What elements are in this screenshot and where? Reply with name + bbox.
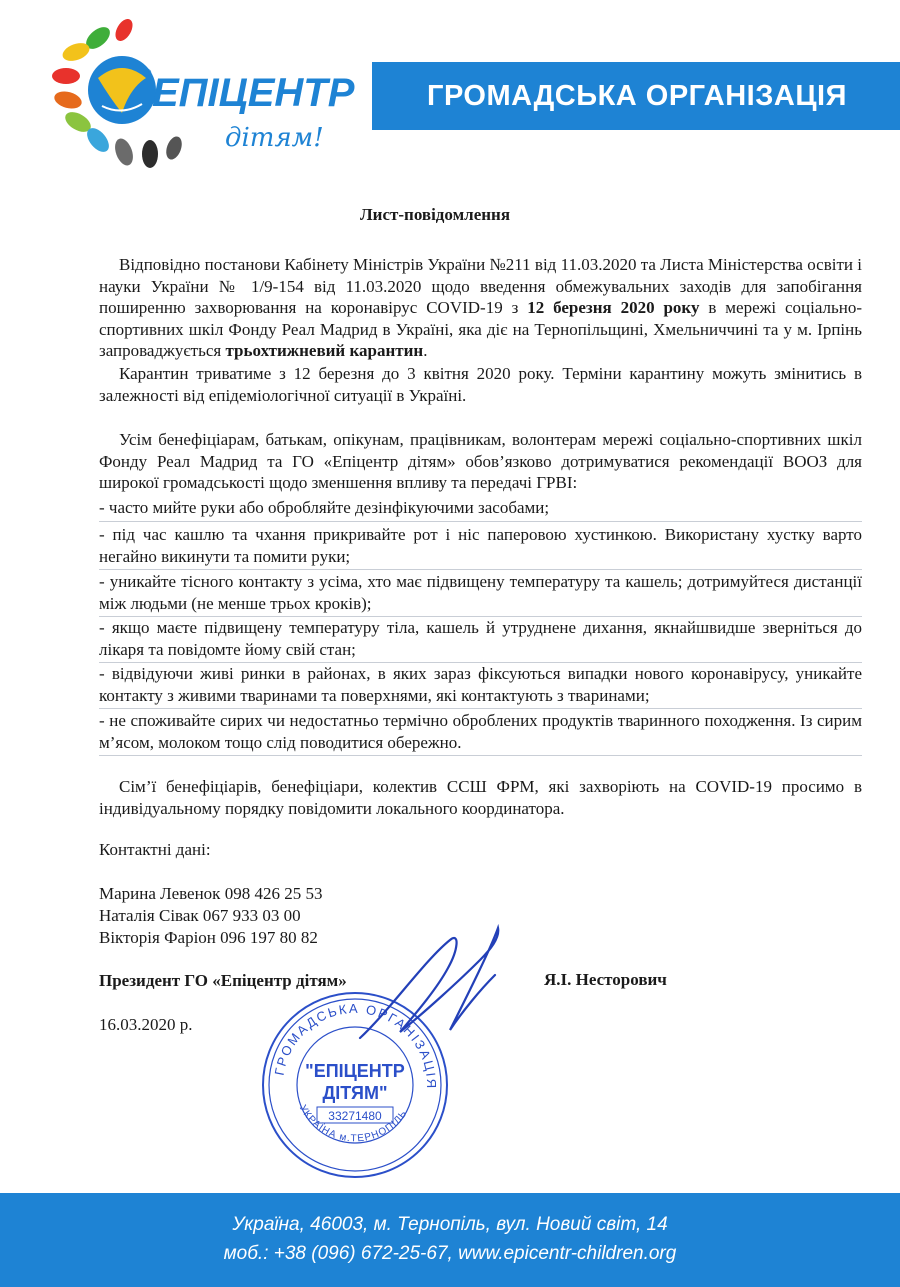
letter-date: 16.03.2020 р. <box>99 1015 193 1034</box>
contact-entry: Вікторія Фаріон 096 197 80 82 <box>99 928 318 947</box>
logo-sub-text: дітям! <box>225 123 324 153</box>
contact-entry: Наталія Сівак 067 933 03 00 <box>99 906 301 925</box>
contacts-label: Контактні дані: <box>99 840 211 859</box>
paragraph-report-illness: Сім’ї бенефіціарів, бенефіціари, колектив ССШ ФРМ, які захворіють на COVID-19 просимо в індивідуальному порядку повідомити локального координатора. <box>99 777 862 818</box>
stamp-line-2: ДІТЯМ" <box>322 1083 388 1103</box>
contact-entry: Марина Левенок 098 426 25 53 <box>99 884 323 903</box>
p1-text-c: в мережі соціально-спортивних шкіл Фонду Реал Мадрид в Україні, яка діє на Тернопільщині, Хмельниччині та у м. Ірпінь запроваджується <box>99 298 863 360</box>
organization-logo <box>40 18 380 178</box>
list-item: - під час кашлю та чхання прикривайте рот і ніс паперовою хустинкою. Використану хустку варто негайно викинути та помити руки; <box>99 524 862 570</box>
org-title: ГРОМАДСЬКА ОРГАНІЗАЦІЯ <box>427 80 847 112</box>
paragraph-recommendations: Усім бенефіціарам, батькам, опікунам, працівникам, волонтерам мережі соціально-спортивних шкіл Фонду Реал Мадрид та ГО «Епіцентр дітям» обов’язково дотримуватися рекомендації ВООЗ для широкої громадськості щодо зменшення впливу та передачі ГРВІ: <box>99 430 862 492</box>
signer-title: Президент ГО «Епіцентр дітям» <box>99 971 347 990</box>
p1-start-date: 12 березня 2020 року <box>527 298 700 317</box>
paragraph-quarantine-intro <box>99 254 862 362</box>
footer-contact: моб.: +38 (096) 672-25-67, www.epicentr-children.org <box>223 1243 677 1264</box>
list-item: - уникайте тісного контакту з усіма, хто має підвищену температуру та кашель; дотримуйтеся дистанції між людьми (не менше трьох кроків); <box>99 571 862 617</box>
stamp-bottom-text: УКРАЇНА м.ТЕРНОПІЛЬ <box>296 1103 410 1145</box>
globe-icon <box>88 56 156 124</box>
list-item: - не споживайте сирих чи недостатньо термічно оброблених продуктів тваринного походження. Із сирим м’ясом, молоком тощо слід поводитися обережно. <box>99 710 862 756</box>
stamp-line-1: "ЕПІЦЕНТР <box>305 1061 405 1081</box>
letter-title: Лист-повідомлення <box>360 205 511 224</box>
footer-address: Україна, 46003, м. Тернопіль, вул. Новий світ, 14 <box>232 1214 668 1235</box>
list-item: - часто мийте руки або обробляйте дезінфікуючими засобами; <box>99 497 862 522</box>
stamp-code: 33271480 <box>328 1109 382 1123</box>
p1-text-a: Відповідно постанови Кабінету Міністрів України №211 від 11.03.2020 та Листа Міністерства освіти і науки України № 1/9-154 від 11.03.2020 щодо введення обмежувальних заходів для запобігання поширенню захворювання на коронавірус COVID-19 з <box>99 255 862 317</box>
registered-mark: ® <box>144 68 152 79</box>
handwritten-signature <box>330 920 530 1050</box>
list-item: - якщо маєте підвищену температуру тіла, кашель й утруднене дихання, якнайшвидше зверніться до лікаря та повідомте йому свій стан; <box>99 617 862 663</box>
list-item: - відвідуючи живі ринки в районах, в яких зараз фіксуються випадки нового коронавірусу, уникайте контакту з живими тваринами та поверхнями, які контактують з тваринами; <box>99 663 862 709</box>
logo-main-text: ЕПІЦЕНТР <box>152 71 355 115</box>
p1-text-e: . <box>423 341 428 360</box>
paragraph-quarantine-duration: Карантин триватиме з 12 березня до 3 квітня 2020 року. Терміни карантину можуть змінитись в залежності від епідеміологічної ситуації в Україні. <box>99 364 862 405</box>
stamp-ring-text: ГРОМАДСЬКА ОРГАНІЗАЦІЯ <box>271 1000 440 1091</box>
signer-name: Я.І. Несторович <box>544 970 667 989</box>
footer-band <box>0 1193 900 1287</box>
p1-quarantine-term: трьохтижневий карантин <box>225 341 424 360</box>
header-band <box>372 62 900 130</box>
